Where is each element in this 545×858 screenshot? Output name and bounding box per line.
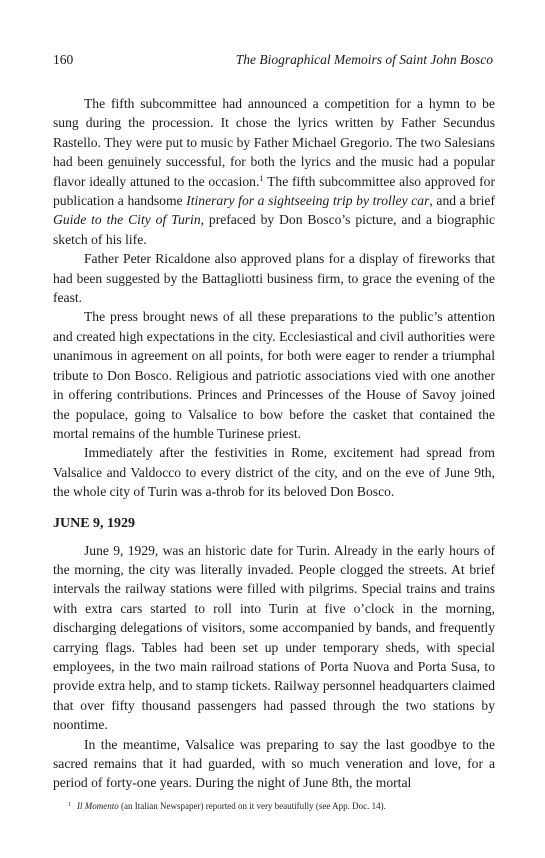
paragraph-text: The fifth subcommittee also approved for publication a handsome bbox=[53, 173, 495, 209]
paragraph-hymn-competition bbox=[53, 94, 495, 249]
paragraph-excitement: Immediately after the festivities in Rome, excitement had spread from Valsalice and Valdocco to every district of the city, and on the eve of June 9th, the whole city of Turin was a-throb for its beloved Don Bosco. bbox=[53, 445, 495, 500]
paragraph-press: The press brought news of all these preparations to the public’s attention and created high expectations in the city. Ecclesiastical and civil authorities were unanimous in agreement on all points, for both were eager to render a triumphal tribute to Don Bosco. Religious and patriotic associations vied with one another in offering contributions. Princes and Princesses of the House of Savoy joined the populace, going to Valsalice to bow before the casket that contained the mortal remains of the humble Turinese priest. bbox=[53, 309, 495, 441]
footnote bbox=[68, 800, 498, 812]
footnote-source: Il Momento bbox=[77, 801, 119, 811]
book-title: The Biographical Memoirs of Saint John Bosco bbox=[235, 52, 493, 67]
paragraph-text: , and a brief bbox=[429, 193, 495, 209]
footnote-reference: 1 bbox=[259, 172, 264, 183]
body-text bbox=[53, 94, 495, 793]
paragraph-june-ninth: June 9, 1929, was an historic date for Turin. Already in the early hours of the morning, the city was literally invaded. People clogged the streets. At brief intervals the railway stations were filled with pilgrims. Special trains and trains with extra cars started to roll into Turin at five o’clock in the morning, discharging delegations of visitors, some accompanied by bands, and frequently carrying flags. Tables had been set up under temporary sheds, with special employees, in the two main railroad stations of Porta Nuova and Porta Susa, to provide extra help, and to stamp tickets. Railway personnel headquarters claimed that over fifty thousand passengers had passed through the two stations by noontime. bbox=[53, 542, 495, 733]
footnote-text: (an Italian Newspaper) reported on it very beautifully (see App. Doc. 14). bbox=[118, 801, 386, 811]
footnote-marker: 1 bbox=[68, 802, 71, 808]
itinerary-title: Itinerary for a sightseeing trip by trolley car bbox=[186, 193, 430, 209]
guide-title: Guide to the City of Turin bbox=[53, 212, 201, 228]
paragraph-text: The fifth subcommittee had announced a competition for a hymn to be sung during the procession. It chose the lyrics written by Father Secundus Rastello. They were put to music by Father Michael Gregorio. The two Salesians had been genuinely successful, for both the lyrics and the music had a popular flavor ideally attuned to the occasion. bbox=[53, 96, 495, 189]
paragraph-fireworks: Father Peter Ricaldone also approved plans for a display of fireworks that had been suggested by the Battagliotti business firm, to grace the evening of the feast. bbox=[53, 251, 495, 306]
paragraph-text: , prefaced by Don Bosco’s picture, and a biographic sketch of his life. bbox=[53, 212, 496, 247]
page-number: 160 bbox=[53, 52, 74, 67]
section-heading: JUNE 9, 1929 bbox=[53, 515, 136, 531]
paragraph-valsalice: In the meantime, Valsalice was preparing to say the last goodbye to the sacred remains that it had guarded, with so much veneration and love, for a period of forty-one years. During the night of June 8th, the mortal bbox=[53, 736, 495, 791]
